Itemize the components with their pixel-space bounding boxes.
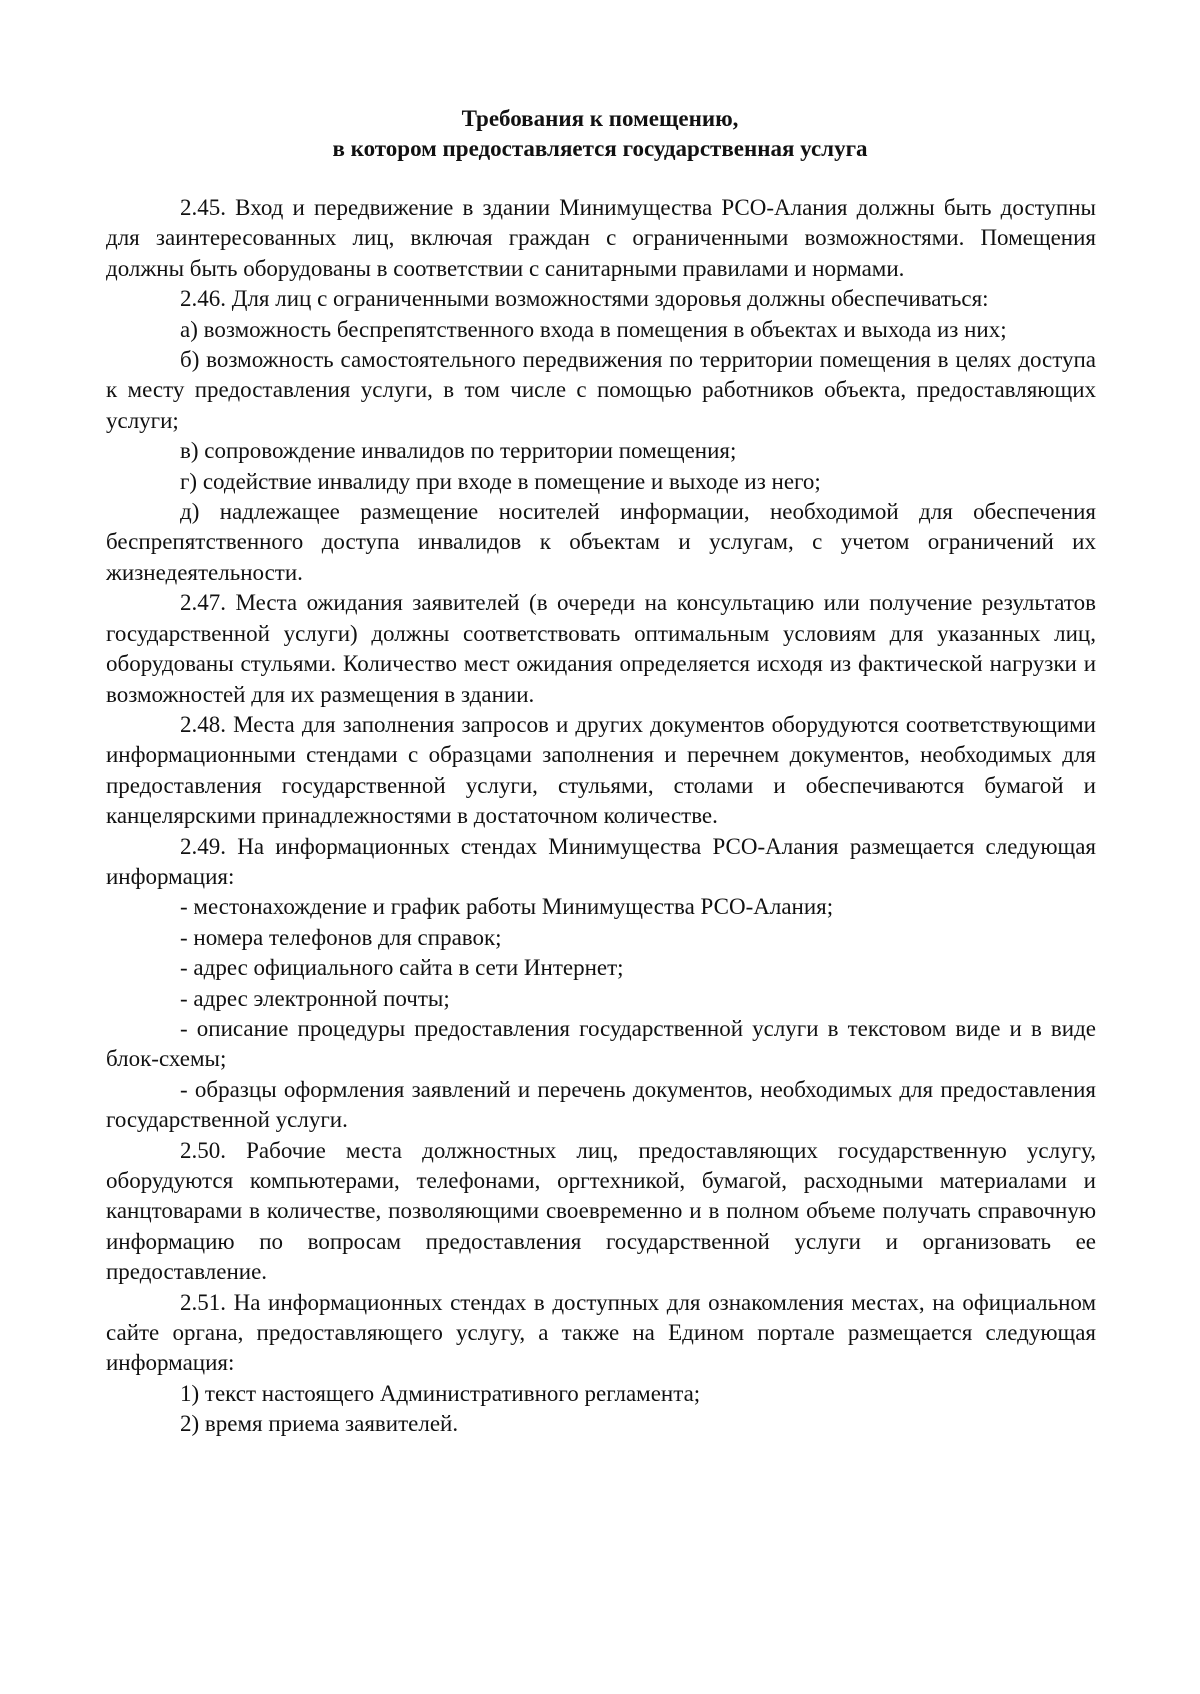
paragraph-2-51: 2.51. На информационных стендах в доступных для ознакомления местах, на официальном сайте органа, предоставляющего услугу, а также на Едином портале размещается следующая информация: <box>106 1289 1096 1376</box>
document-body <box>106 193 1096 1440</box>
list-item-website: - адрес официального сайта в сети Интернет; <box>180 955 624 981</box>
section-heading <box>100 104 1100 164</box>
paragraph-2-50: 2.50. Рабочие места должностных лиц, предоставляющих государственную услугу, оборудуются компьютерами, телефонами, оргтехникой, бумагой, расходными материалами и канцтоварами в количестве, позволяющими своевременно и в полном объеме получать справочную информацию по вопросам предоставления государственной услуги и организовать ее предоставление. <box>106 1137 1096 1285</box>
list-item-samples: - образцы оформления заявлений и перечень документов, необходимых для предоставления государственной услуги. <box>106 1076 1096 1133</box>
paragraph-2-45: 2.45. Вход и передвижение в здании Минимущества РСО-Алания должны быть доступны для заинтересованных лиц, включая граждан с ограниченными возможностями. Помещения должны быть оборудованы в соответствии с санитарными правилами и нормами. <box>106 195 1096 281</box>
list-item-b: б) возможность самостоятельного передвижения по территории помещения в целях доступа к месту предоставления услуги, в том числе с помощью работников объекта, предоставляющих услуги; <box>106 347 1096 433</box>
paragraph-2-49: 2.49. На информационных стендах Минимущества РСО-Алания размещается следующая информация: <box>106 833 1096 889</box>
list-item-2: 2) время приема заявителей. <box>180 1411 459 1437</box>
list-item-1: 1) текст настоящего Административного регламента; <box>180 1380 701 1406</box>
list-item-email: - адрес электронной почты; <box>180 985 450 1011</box>
list-item-location: - местонахождение и график работы Минимущества РСО-Алания; <box>180 894 834 920</box>
list-item-v: в) сопровождение инвалидов по территории помещения; <box>180 438 737 464</box>
paragraph-2-46: 2.46. Для лиц с ограниченными возможностями здоровья должны обеспечиваться: <box>180 286 989 312</box>
list-item-phones: - номера телефонов для справок; <box>180 924 502 950</box>
heading-line-1: Требования к помещению, <box>461 106 739 131</box>
list-item-d: д) надлежащее размещение носителей информации, необходимой для обеспечения беспрепятственного доступа инвалидов к объектам и услугам, с учетом ограничений их жизнедеятельности. <box>106 499 1096 585</box>
list-item-a: а) возможность беспрепятственного входа в помещения в объектах и выхода из них; <box>180 316 1007 342</box>
paragraph-2-48: 2.48. Места для заполнения запросов и других документов оборудуются соответствующими информационными стендами с образцами заполнения и перечнем документов, необходимых для предоставления государственной услуги, стульями, столами и обеспечиваются бумагой и канцелярскими принадлежностями в достаточном количестве. <box>106 711 1096 829</box>
list-item-g: г) содействие инвалиду при входе в помещение и выходе из него; <box>180 468 821 494</box>
paragraph-2-47: 2.47. Места ожидания заявителей (в очереди на консультацию или получение результатов государственной услуги) должны соответствовать оптимальным условиям для указанных лиц, оборудованы стульями. Количество мест ожидания определяется исходя из фактической нагрузки и возможностей для их размещения в здании. <box>106 590 1096 707</box>
heading-line-2: в котором предоставляется государственная услуга <box>332 136 868 161</box>
list-item-procedure: - описание процедуры предоставления государственной услуги в текстовом виде и в виде блок-схемы; <box>106 1015 1096 1072</box>
